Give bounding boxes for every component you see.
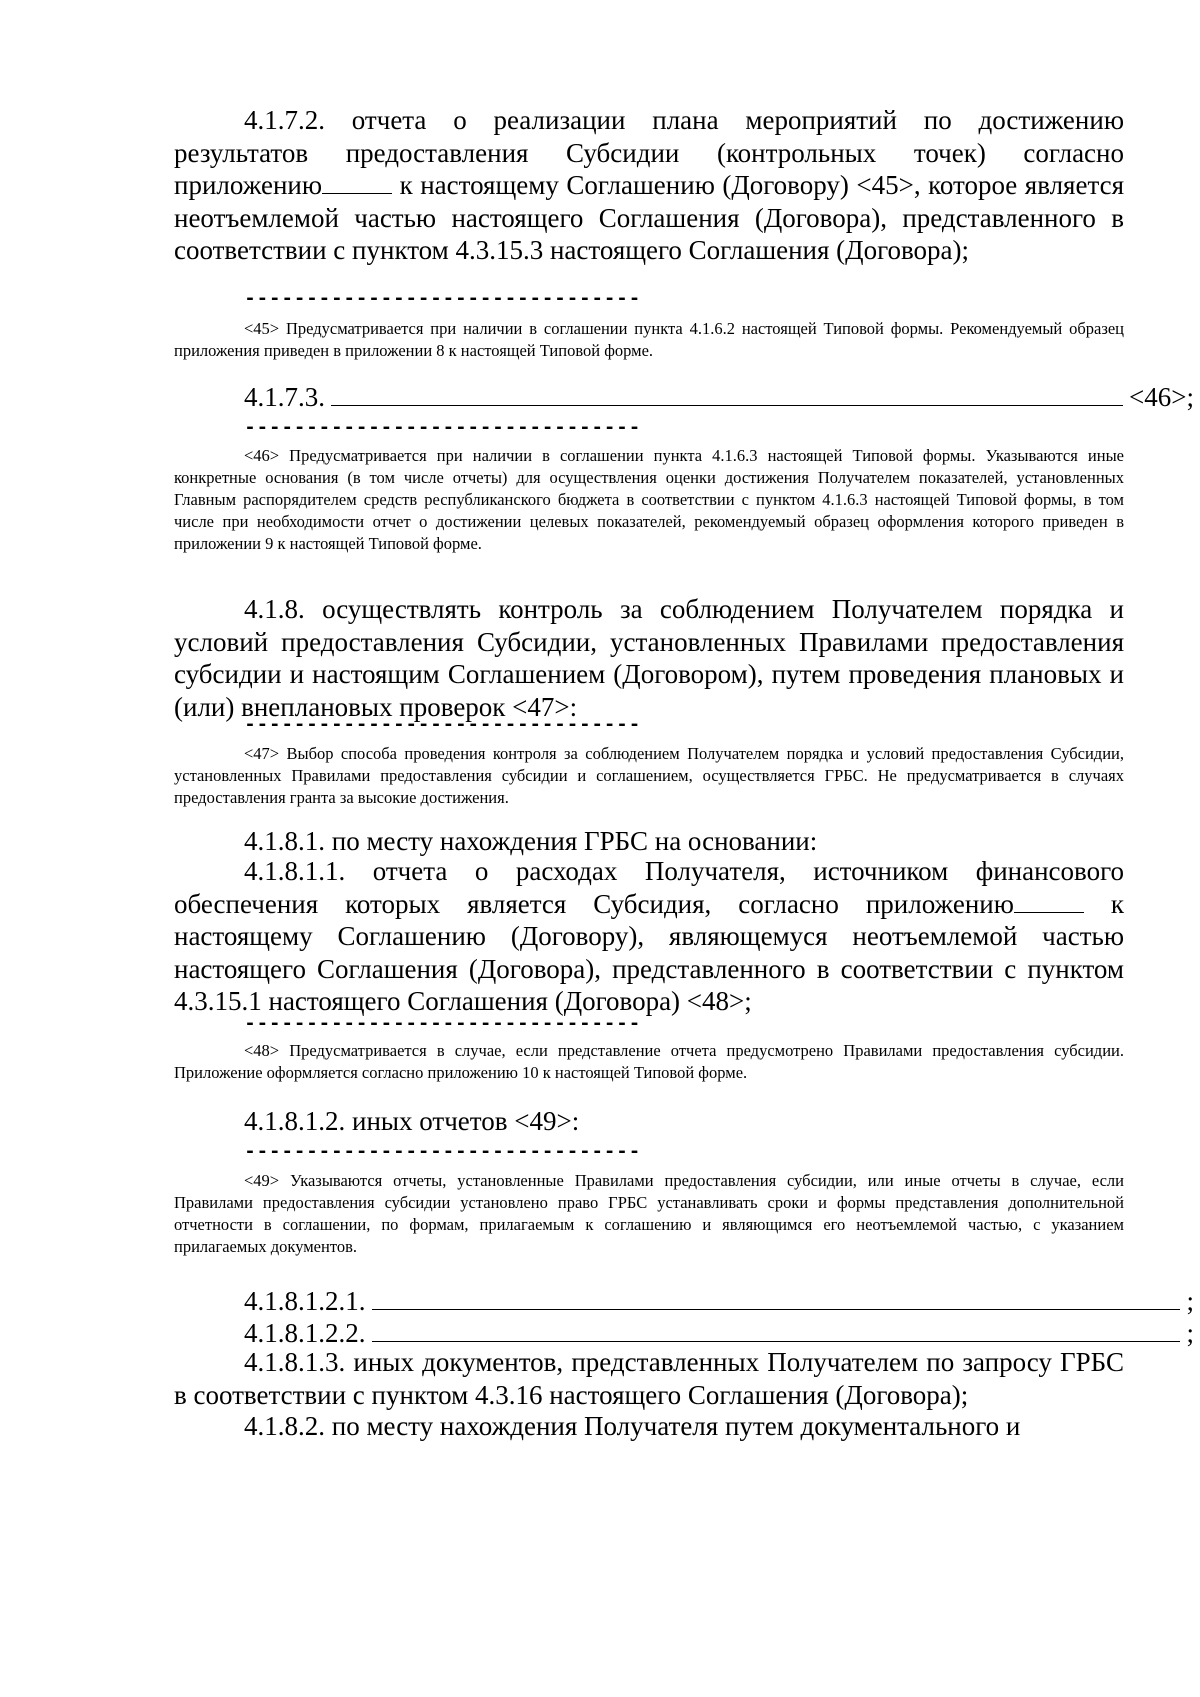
- footnote-separator: --------------------------------: [244, 1013, 641, 1036]
- paragraph-text: к настоящему Соглашению (Договору) <45>, которое является неотъемлемой частью настоящего Соглашения (Договора), представленного в соответствии с пунктом 4.3.15.3 настоящего Соглашения (Договора);: [174, 170, 1124, 265]
- footnote-47: <47> Выбор способа проведения контроля за соблюдением Получателем порядка и условий предоставления Субсидии, установленных Правилами предоставления субсидии и соглашением, осуществляется ГРБС. Не предусматривается в случаях предоставления гранта за высокие достижения.: [174, 744, 1124, 807]
- footnote-48: <48> Предусматривается в случае, если представление отчета предусмотрено Правилами предоставления субсидии. Приложение оформляется согласно приложению 10 к настоящей Типовой форме.: [174, 1041, 1124, 1082]
- item-label: 4.1.8.1.2.2.: [244, 1318, 366, 1348]
- blank-line: [372, 1283, 1181, 1310]
- footnote-separator: --------------------------------: [244, 1141, 641, 1164]
- footnote-separator: --------------------------------: [244, 288, 641, 311]
- footnote-separator: --------------------------------: [244, 417, 641, 440]
- item-label: 4.1.7.3.: [244, 382, 325, 412]
- paragraph-4-1-7-3: [174, 379, 1194, 414]
- paragraph-4-1-8-1-2-2: [174, 1315, 1194, 1350]
- blank-line: [331, 379, 1123, 406]
- blank-field: [1014, 890, 1084, 913]
- footnote-separator: --------------------------------: [244, 714, 641, 737]
- item-label: 4.1.8.1.2.1.: [244, 1286, 366, 1316]
- blank-line: [372, 1315, 1181, 1342]
- paragraph-4-1-7-2: [174, 104, 1124, 267]
- paragraph-4-1-8-2: 4.1.8.2. по месту нахождения Получателя путем документального и: [244, 1411, 1021, 1441]
- paragraph-text: 4.1.8.1.1. отчета о расходах Получателя, источником финансового обеспечения которых является Субсидия, согласно приложению: [174, 856, 1124, 919]
- paragraph-4-1-8-1-3: 4.1.8.1.3. иных документов, представленных Получателем по запросу ГРБС в соответствии с пунктом 4.3.16 настоящего Соглашения (Договора);: [174, 1347, 1124, 1410]
- item-suffix: ;: [1186, 1318, 1194, 1348]
- paragraph-text: 4.1.7.2. отчета о реализации плана мероприятий по достижению результатов предоставления Субсидии (контрольных точек) согласно приложению: [174, 105, 1124, 200]
- footnote-45: <45> Предусматривается при наличии в соглашении пункта 4.1.6.2 настоящей Типовой формы. Рекомендуемый образец приложения приведен в приложении 8 к настоящей Типовой форме.: [174, 319, 1124, 360]
- footnote-46: <46> Предусматривается при наличии в соглашении пункта 4.1.6.3 настоящей Типовой формы. Указываются иные конкретные основания (в том числе отчеты) для осуществления оценки достижения Получателем показателей, установленных Главным распорядителем средств республиканского бюджета в соответствии с пунктом 4.1.6.3 настоящей Типовой формы, в том числе при необходимости отчет о достижении целевых показателей, рекомендуемый образец оформления которого приведен в приложении 9 к настоящей Типовой форме.: [174, 446, 1124, 553]
- paragraph-4-1-8: 4.1.8. осуществлять контроль за соблюдением Получателем порядка и условий предоставления Субсидии, установленных Правилами предоставления субсидии и настоящим Соглашением (Договором), путем проведения плановых и (или) внеплановых проверок <47>:: [174, 594, 1124, 722]
- blank-field: [322, 171, 392, 194]
- paragraph-4-1-8-1-2-1: [174, 1283, 1194, 1318]
- paragraph-text: к настоящему Соглашению (Договору), являющемуся неотъемлемой частью настоящего Соглашения (Договора), представленного в соответствии с пунктом 4.3.15.1 настоящего Соглашения (Договора) <48>;: [174, 888, 1124, 1016]
- item-suffix: <46>;: [1129, 382, 1194, 412]
- paragraph-4-1-8-1-2: 4.1.8.1.2. иных отчетов <49>:: [244, 1106, 580, 1136]
- item-suffix: ;: [1186, 1286, 1194, 1316]
- footnote-49: <49> Указываются отчеты, установленные Правилами предоставления субсидии, или иные отчеты в случае, если Правилами предоставления субсидии установлено право ГРБС устанавливать сроки и формы представления дополнительной отчетности в соглашении, по формам, прилагаемым к соглашению и являющимся его неотъемлемой частью, с указанием прилагаемых документов.: [174, 1171, 1124, 1256]
- paragraph-4-1-8-1: 4.1.8.1. по месту нахождения ГРБС на основании:: [244, 826, 818, 856]
- paragraph-4-1-8-1-1: [174, 855, 1124, 1018]
